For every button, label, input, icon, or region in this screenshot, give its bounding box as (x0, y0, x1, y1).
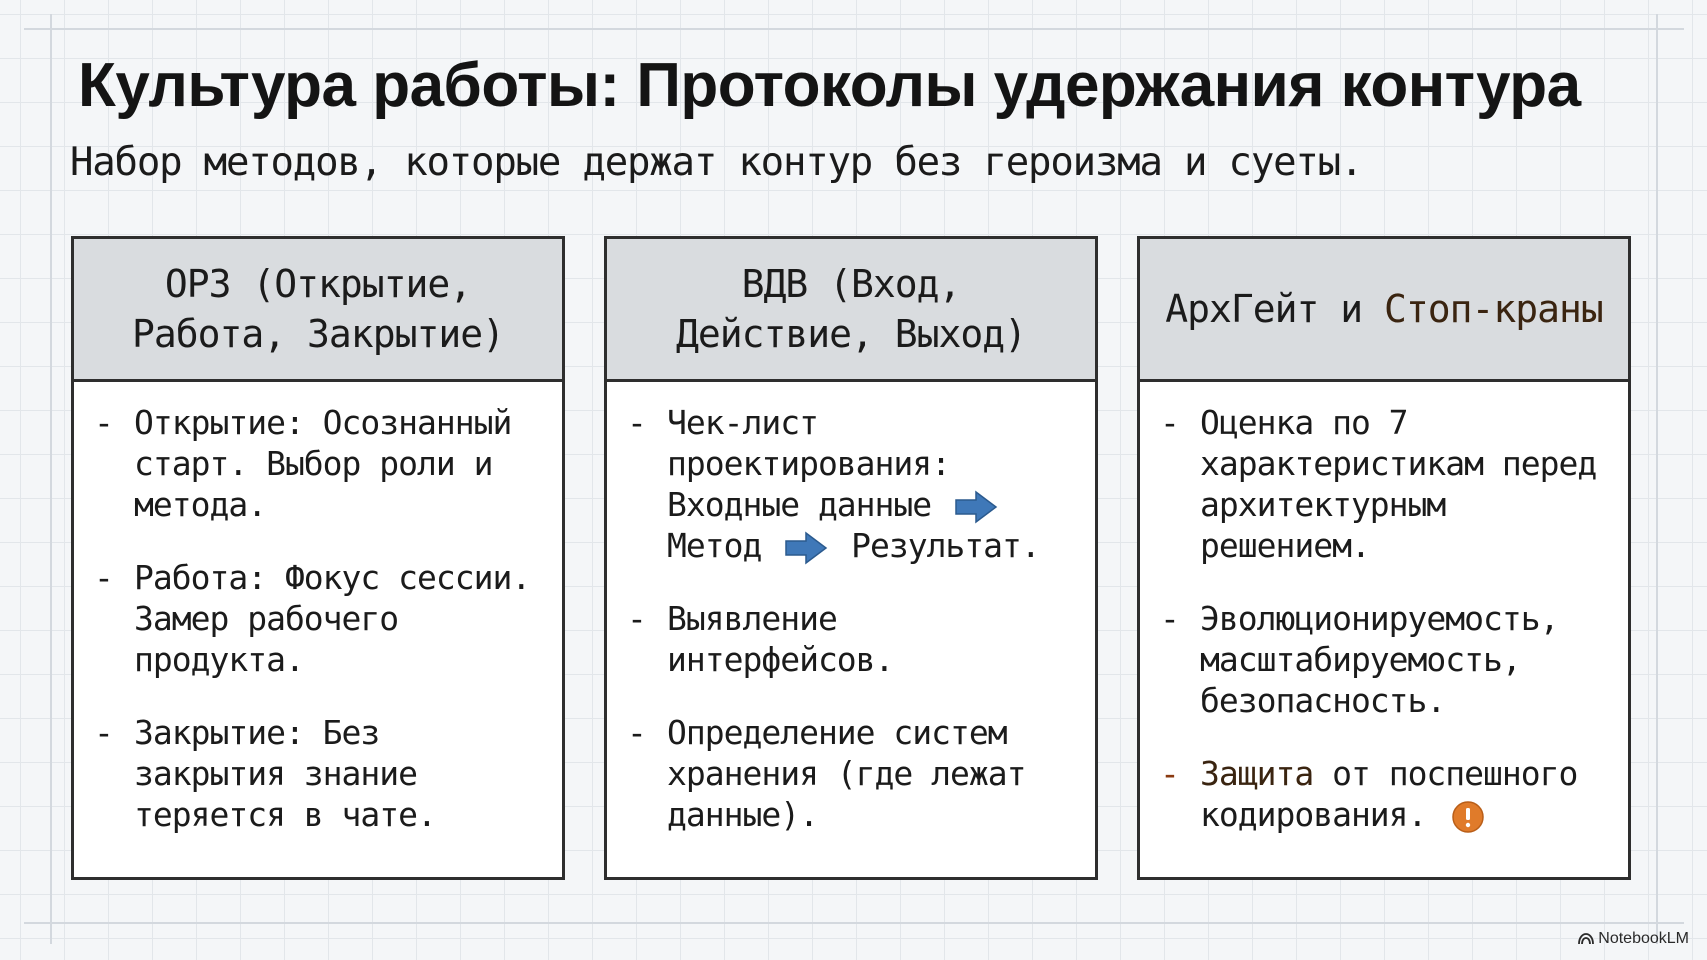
bullet-text: Работа: Фокус сессии. Замер рабочего продукта. (134, 558, 531, 679)
brand-watermark (1578, 930, 1689, 948)
card-orz (71, 236, 565, 880)
list-item (94, 557, 548, 680)
list-item (1160, 598, 1614, 721)
bullet-dash: - (94, 403, 113, 442)
bullet-dash: - (94, 558, 113, 597)
bullet-text-part: Результат. (851, 526, 1040, 565)
card-title-accent: Стоп-краны (1384, 287, 1603, 331)
bullet-dash: - (627, 599, 646, 638)
bullet-dash: - (627, 713, 646, 752)
bullet-dash: - (627, 403, 646, 442)
list-item (627, 402, 1081, 566)
bullet-text (667, 402, 1081, 566)
card-body (1140, 382, 1628, 835)
page-subtitle: Набор методов, которые держат контур без героизма и суеты. (70, 140, 1363, 185)
card-title-text: АрхГейт и (1165, 287, 1363, 331)
bullet-text (1200, 753, 1614, 835)
exclamation-circle-icon (1451, 800, 1485, 834)
card-archgate (1137, 236, 1631, 880)
card-title (1165, 284, 1603, 334)
bullet-text-part: Метод (667, 526, 762, 565)
card-header (74, 239, 562, 382)
card-vdv (604, 236, 1098, 880)
page-title: Культура работы: Протоколы удержания контура (78, 51, 1581, 120)
list-item (627, 712, 1081, 835)
card-title (132, 259, 504, 359)
bullet-text: Закрытие: Без закрытия знание теряется в чате. (134, 713, 436, 834)
list-item (627, 598, 1081, 680)
bullet-accent-text: Защита (1200, 754, 1314, 793)
card-body (607, 382, 1095, 835)
bullet-dash: - (94, 713, 113, 752)
brand-label: NotebookLM (1598, 930, 1689, 947)
frame-line-right (1656, 14, 1658, 944)
list-item (1160, 402, 1614, 566)
list-item (94, 712, 548, 835)
right-arrow-icon (954, 490, 998, 524)
card-header (607, 239, 1095, 382)
card-title-line: Действие, Выход) (675, 312, 1027, 356)
card-title-line: Работа, Закрытие) (132, 312, 504, 356)
list-item (1160, 753, 1614, 835)
frame-line-bottom (24, 922, 1684, 924)
bullet-text-part: Чек-лист проектирования: Входные данные (667, 403, 951, 524)
bullet-text-part: от поспешного кодирования. (1200, 754, 1578, 834)
card-header (1140, 239, 1628, 382)
bullet-text: Определение систем хранения (где лежат данные). (667, 713, 1026, 834)
notebooklm-logo-icon (1578, 933, 1594, 945)
card-body (74, 382, 562, 835)
bullet-text: Выявление интерфейсов. (667, 599, 894, 679)
bullet-text: Оценка по 7 характеристикам перед архитектурным решением. (1200, 403, 1597, 565)
card-title-line: ВДВ (Вход, (741, 262, 961, 306)
card-title (676, 259, 1026, 359)
bullet-dash: - (1160, 754, 1179, 793)
right-arrow-icon (784, 531, 828, 565)
frame-line-top (24, 28, 1684, 30)
bullet-text: Открытие: Осознанный старт. Выбор роли и метода. (134, 403, 512, 524)
card-title-line: ОРЗ (Открытие, (164, 262, 472, 306)
bullet-dash: - (1160, 599, 1179, 638)
list-item (94, 402, 548, 525)
bullet-text: Эволюционируемость, масштабируемость, безопасность. (1200, 599, 1559, 720)
frame-line-left (50, 14, 52, 944)
bullet-dash: - (1160, 403, 1179, 442)
